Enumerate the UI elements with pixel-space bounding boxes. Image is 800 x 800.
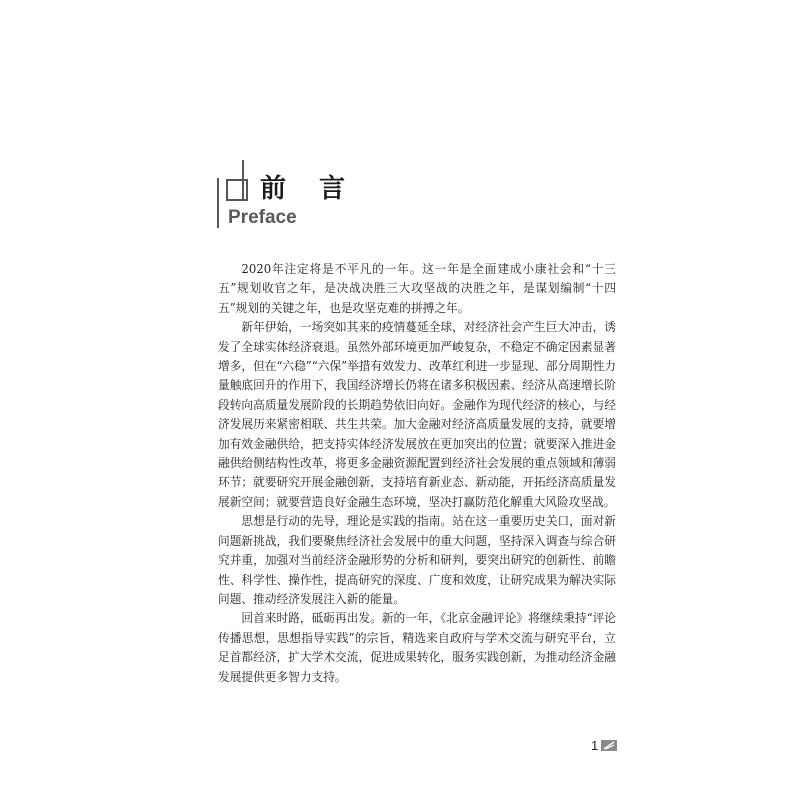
page-title: 前 言	[260, 174, 358, 204]
paragraph-4: 回首来时路，砥砺再出发。新的一年，《北京金融评论》将继续秉持“评论传播思想，思想指导实践”的宗旨，精选来自政府与学术交流与研究平台，立足首都经济，扩大学术交流，促进成果转化，服务实践创新，为推动经济金融发展提供更多智力支持。	[218, 611, 616, 684]
heading-vertical-rule	[217, 178, 219, 228]
heading-square-ornament	[226, 179, 248, 201]
page-corner-icon	[601, 740, 617, 751]
paragraph-3: 思想是行动的先导，理论是实践的指南。站在这一重要历史关口，面对新问题新挑战，我们要聚焦经济社会发展中的重大问题，坚持深入调查与综合研究并重，加强对当前经济金融形势的分析和研判，要突出研究的创新性、前瞻性、科学性、操作性，提高研究的深度、广度和效度，让研究成果为解决实际问题、推动经济发展注入新的能量。	[218, 514, 616, 606]
preface-body	[218, 260, 616, 687]
page-subtitle-en: Preface	[228, 207, 297, 228]
paragraph-1: 2020年注定将是不平凡的一年。这一年是全面建成小康社会和“十三五”规划收官之年，是决战决胜三大攻坚战的决胜之年，是谋划编制“十四五”规划的关键之年，也是攻坚克难的拼搏之年。	[218, 262, 616, 315]
page-number: 1	[591, 738, 599, 753]
paragraph-2: 新年伊始，一场突如其来的疫情蔓延全球，对经济社会产生巨大冲击，诱发了全球实体经济衰退。虽然外部环境更加严峻复杂，不稳定不确定因素显著增多，但在“六稳”“六保”举措有效发力、改革红利进一步显现、部分周期性力量触底回升的作用下，我国经济增长仍将在诸多积极因素、经济从高速增长阶段转向高质量发展阶段的长期趋势依旧向好。金融作为现代经济的核心，与经济发展历来紧密相联、共生共荣。加大金融对经济高质量发展的支持，就要增加有效金融供给，把支持实体经济发展放在更加突出的位置；就要深入推进金融供给侧结构性改革，将更多金融资源配置到经济社会发展的重点领域和薄弱环节；就要研究开展金融创新，支持培育新业态、新动能，开拓经济高质量发展新空间；就要营造良好金融生态环境，坚决打赢防范化解重大风险攻坚战。	[218, 320, 616, 509]
